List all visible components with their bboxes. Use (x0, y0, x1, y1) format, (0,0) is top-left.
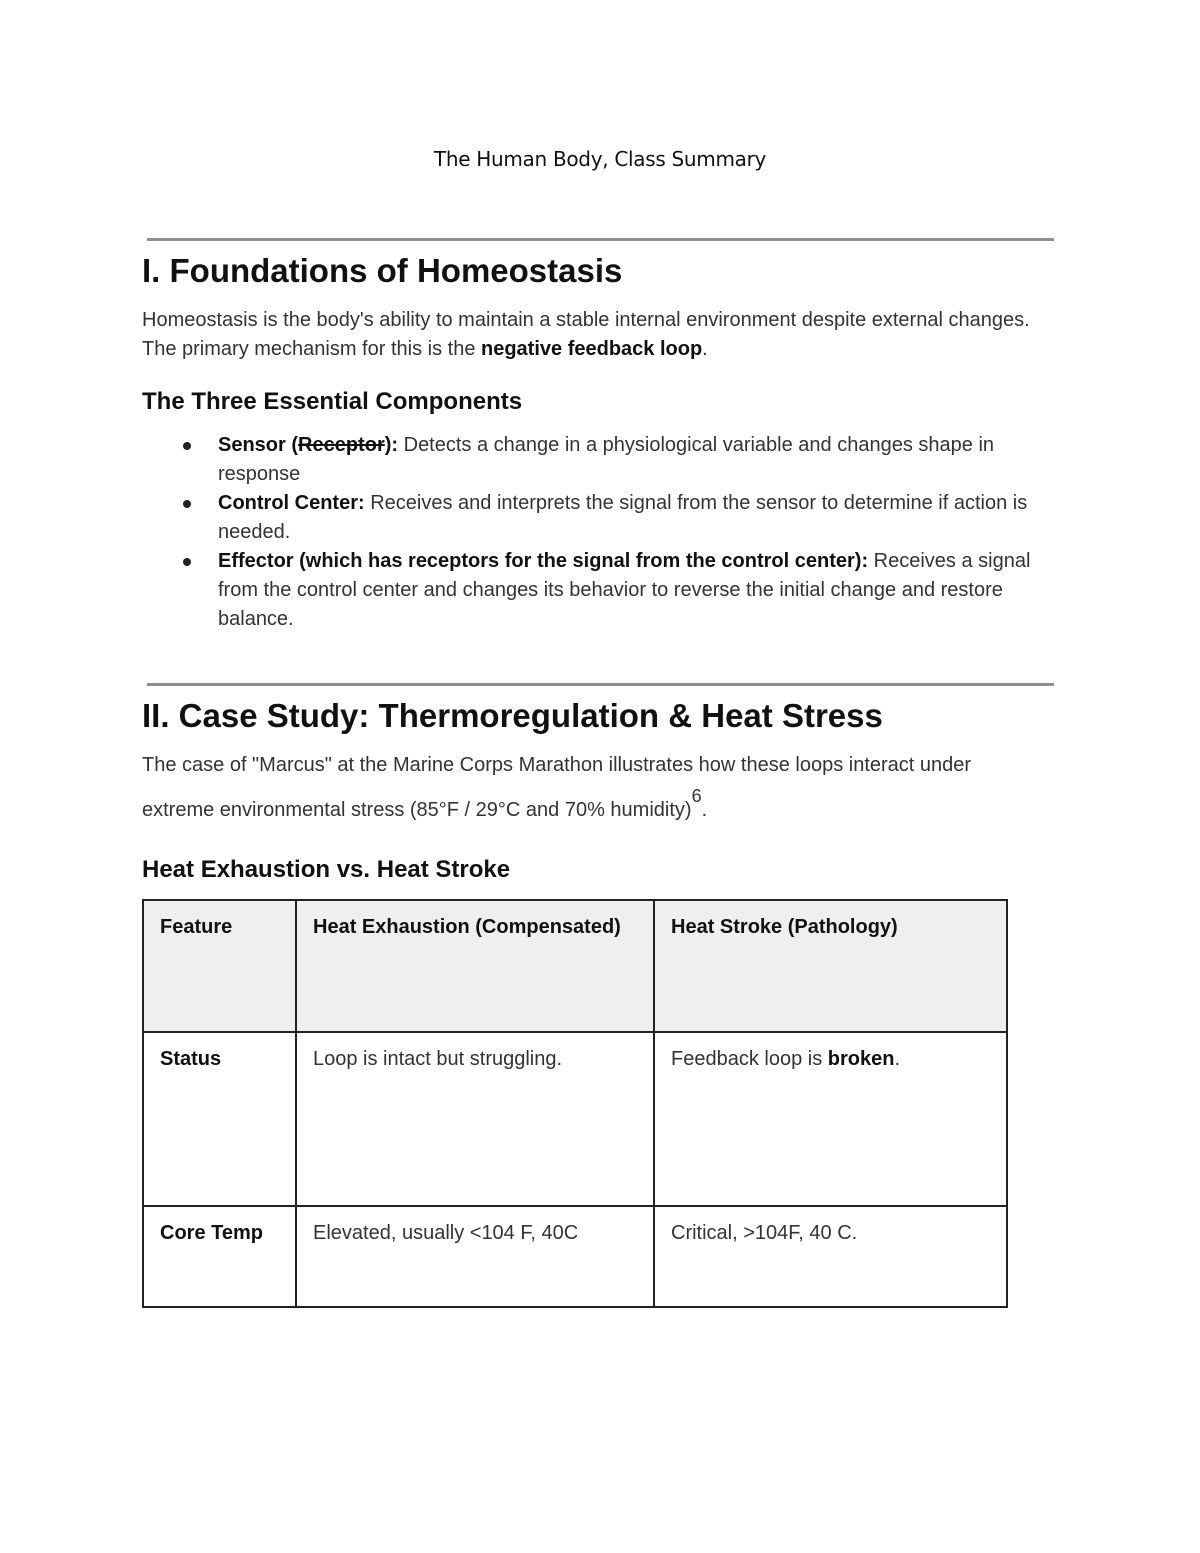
component-label: Effector (which has receptors for the signal from the control center): (218, 550, 869, 572)
intro-end: . (702, 338, 708, 360)
table-cell: Core Temp (143, 1206, 296, 1307)
section-divider (147, 238, 1054, 241)
list-item (142, 489, 1062, 547)
homeostasis-intro-paragraph (142, 306, 1062, 364)
table-header-row (143, 900, 1007, 1032)
bullet-icon (183, 500, 191, 508)
table-cell: Elevated, usually <104 F, 40C (296, 1206, 654, 1307)
table-cell: Status (143, 1032, 296, 1206)
intro-line-2: extreme environmental stress (85°F / 29°C and 70% humidity)$^6$. (142, 786, 708, 821)
list-item (142, 547, 1062, 634)
table-row (143, 1206, 1007, 1307)
table-header-cell: Heat Exhaustion (Compensated) (296, 900, 654, 1032)
section-heading-case-study: II. Case Study: Thermoregulation & Heat Stress (142, 697, 883, 734)
section-divider (147, 683, 1054, 686)
component-description: Receives and interprets the signal from the sensor to determine if action is needed. (218, 492, 1028, 543)
components-subheading: The Three Essential Components (142, 388, 523, 415)
component-label: Sensor (Receptor): (218, 434, 399, 456)
case-study-intro-paragraph (142, 751, 1062, 825)
component-label: Control Center: (218, 492, 365, 514)
table-row (143, 1032, 1007, 1206)
bold-term: broken (827, 1048, 895, 1070)
bullet-icon (183, 442, 191, 450)
comparison-subheading: Heat Exhaustion vs. Heat Stroke (142, 856, 511, 883)
table-header-cell: Heat Stroke (Pathology) (654, 900, 1007, 1032)
table-cell: Feedback loop is broken. (654, 1032, 1007, 1206)
list-item (142, 431, 1062, 489)
intro-bold-term: negative feedback loop (481, 338, 703, 360)
footnote-marker: 6 (691, 786, 702, 807)
table-cell: Critical, >104F, 40 C. (654, 1206, 1007, 1307)
component-description: Detects a change in a physiological variable and changes shape in response (218, 434, 995, 485)
intro-line-1: The case of "Marcus" at the Marine Corps Marathon illustrates how these loops interact under (142, 754, 972, 776)
section-heading-homeostasis: I. Foundations of Homeostasis (142, 252, 623, 289)
table-header-cell: Feature (143, 900, 296, 1032)
components-list (142, 431, 1062, 634)
comparison-table (142, 899, 1008, 1308)
document-title: The Human Body, Class Summary (433, 147, 767, 171)
bullet-icon (183, 558, 191, 566)
struck-text: Receptor (298, 434, 385, 456)
component-description: Receives a signal from the control center and changes its behavior to reverse the initial change and restore balance. (218, 550, 1031, 630)
table-cell: Loop is intact but struggling. (296, 1032, 654, 1206)
intro-text: Homeostasis is the body's ability to maintain a stable internal environment despite external changes. The primary mechanism for this is the (142, 309, 1030, 360)
